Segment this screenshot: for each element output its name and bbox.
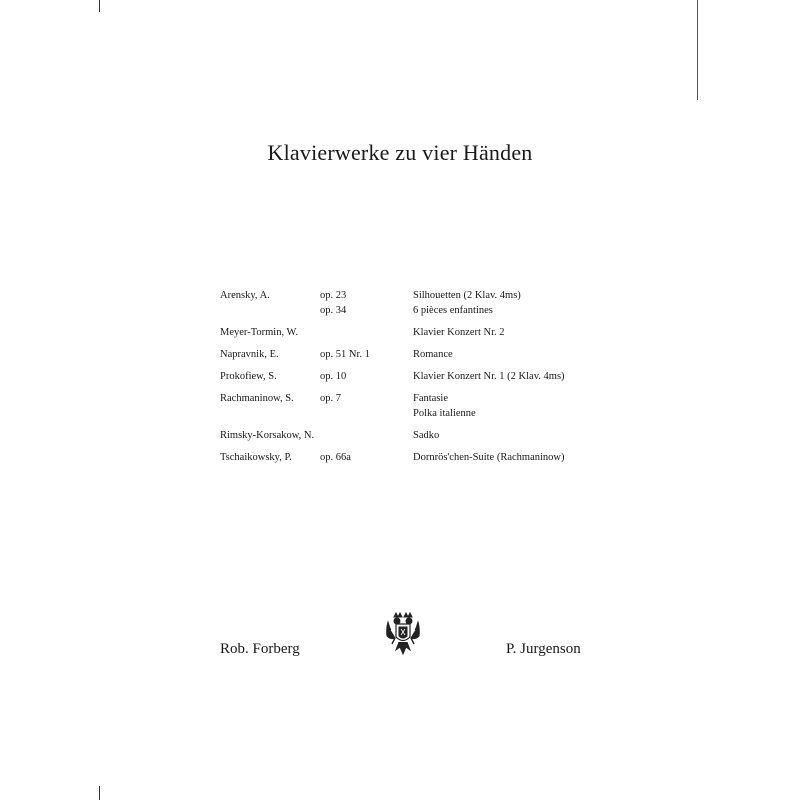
catalog-list (220, 288, 620, 472)
opus-number: op. 66a (320, 452, 351, 463)
frame-line-top (99, 0, 100, 12)
catalog-entry (220, 347, 620, 362)
opus-number: op. 23 (320, 290, 347, 301)
frame-line-right (697, 0, 698, 100)
opus-number: op. 7 (320, 393, 341, 404)
composer-name: Prokofiew, S. (220, 371, 277, 382)
publisher-right: P. Jurgenson (506, 641, 581, 657)
work-title: Dornrös'chen-Suite (Rachmaninow) (413, 452, 565, 463)
composer-name: Meyer-Tormin, W. (220, 327, 299, 338)
work-title: Klavier Konzert Nr. 1 (2 Klav. 4ms) (413, 371, 565, 382)
page-title: Klavierwerke zu vier Händen (267, 140, 533, 165)
composer-name: Rachmaninow, S. (220, 393, 294, 404)
opus-number: op. 51 Nr. 1 (320, 349, 370, 360)
catalog-entry (220, 325, 620, 340)
catalog-row (220, 406, 620, 421)
composer-name: Tschaikowsky, P. (220, 452, 292, 463)
composer-name: Arensky, A. (220, 290, 270, 301)
work-title: Klavier Konzert Nr. 2 (413, 327, 505, 338)
catalog-row (220, 428, 620, 443)
catalog-row (220, 391, 620, 406)
composer-name: Napravnik, E. (220, 349, 279, 360)
work-title: Fantasie (413, 393, 448, 404)
composer-name: Rimsky-Korsakow, N. (220, 430, 315, 441)
work-title: Sadko (413, 430, 440, 441)
catalog-row (220, 369, 620, 384)
catalog-entry (220, 391, 620, 421)
catalog-entry (220, 369, 620, 384)
work-title: Romance (413, 349, 453, 360)
double-headed-eagle-crest-icon (385, 610, 421, 656)
catalog-row (220, 347, 620, 362)
catalog-row (220, 450, 620, 465)
frame-line-bottom (99, 786, 100, 800)
work-title: Silhouetten (2 Klav. 4ms) (413, 290, 521, 301)
publisher-left: Rob. Forberg (220, 641, 300, 657)
opus-number: op. 10 (320, 371, 347, 382)
work-title: Polka italienne (413, 408, 476, 419)
work-title: 6 pièces enfantines (413, 305, 493, 316)
catalog-row (220, 325, 620, 340)
catalog-entry (220, 450, 620, 465)
opus-number: op. 34 (320, 305, 347, 316)
catalog-row (220, 288, 620, 303)
catalog-entry (220, 288, 620, 318)
catalog-row (220, 303, 620, 318)
catalog-entry (220, 428, 620, 443)
